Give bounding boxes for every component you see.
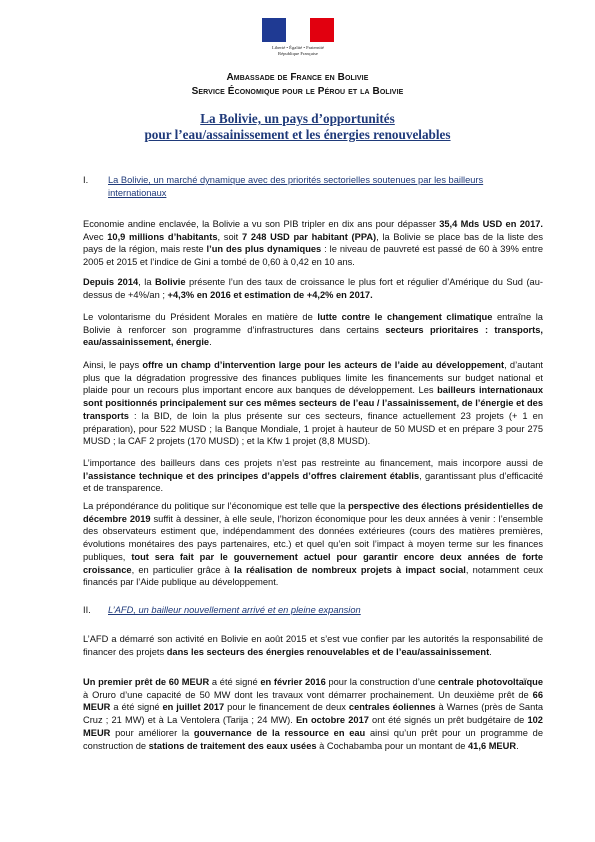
text-run: pour le financement de deux [224, 702, 349, 713]
text-run: . [489, 646, 492, 657]
paragraph-donors [83, 359, 543, 448]
text-run: gouvernance de la ressource en eau [193, 727, 366, 738]
text-run: ainsi qu’un prêt pour un programme de construction de [83, 727, 543, 751]
page-title-line1: La Bolivie, un pays d’opportunités [200, 111, 395, 126]
text-run: 41,6 MEUR [468, 740, 517, 751]
flag-icon [262, 18, 334, 42]
section-number: I. [83, 175, 89, 185]
text-run: 102 MEUR [83, 715, 543, 738]
text-run: stations de traitement des eaux usées [148, 740, 317, 751]
text-run: dans les secteurs des énergies renouvelables et de l’eau/assainissement [166, 646, 490, 657]
text-run: Un premier prêt de 60 MEUR [83, 677, 210, 687]
text-run: offre un champ d’intervention large pour les acteurs de l’aide au développement [142, 360, 505, 370]
section-label: La Bolivie, un marché dynamique avec des priorités sectorielles soutenues par les bailleurs internationaux [108, 175, 484, 198]
text-run: Le volontarisme du Président Morales en matière de [83, 312, 318, 322]
paragraph-growth [83, 276, 543, 301]
text-run: pour améliorer la [110, 727, 194, 738]
text-run: Avec [83, 231, 108, 242]
text-run: +4,3% en 2016 et estimation de +4,2% en 2017. [167, 289, 373, 300]
text-run: lutte contre le changement climatique [317, 312, 493, 322]
logo-republique: République Française [278, 51, 318, 56]
section-label: L’AFD, un bailleur nouvellement arrivé et en pleine expansion [108, 605, 361, 615]
logo-motto: Liberté • Égalité • Fraternité [272, 45, 324, 50]
text-run: bailleurs internationaux sont positionnés principalement sur ces mêmes secteurs de l’eau / l’assainissement, de l’énergie et des transports [83, 385, 543, 421]
text-run: 66 MEUR [83, 689, 543, 713]
text-run: secteurs prioritaires : transports, eau/assainissement, énergie [83, 324, 543, 348]
paragraph-economy [83, 218, 543, 269]
text-run: suffit à dessiner, à elle seule, l’horizon économique pour les deux années à venir : l’ensemble des observateurs estiment que, indépendamment des données extérieures (cours des matières premières, évolutions monétaires des pays partenaires, etc.) et quel qu’en soit l’impact à moyen terme sur les finances publiques, [83, 513, 543, 562]
text-run: 35,4 Mds USD en 2017. [439, 219, 544, 229]
text-run: Economie andine enclavée, la Bolivie a vu son PIB tripler en dix ans pour dépasser [83, 219, 440, 229]
text-run: 7 248 USD par habitant (PPA) [241, 231, 377, 242]
text-run: l’un des plus dynamiques [206, 244, 322, 255]
text-run: La prépondérance du politique sur l’économique est telle que la [83, 501, 349, 511]
text-run: à Oruro d’une capacité de 50 MW dont les travaux vont démarrer prochainement. Un deuxième prêt de [83, 689, 533, 700]
page-title-line2: pour l’eau/assainissement et les énergies renouvelables [144, 127, 451, 142]
text-run: ont été signés un prêt budgétaire de [368, 715, 528, 726]
text-run: , en particulier grâce à [131, 564, 235, 575]
text-run: : la BID, de loin la plus présente sur ces secteurs, finance actuellement 23 projets (+ 1 en préparation), pour 522 MUSD ; la Banque Mondiale, 1 projet à hauteur de 50 MUSD et en prépare 3 pour 275 MUSD ; la CAF 2 projets (170 MUSD) ; et la Kfw 1 projet (8,8 MUSD). [83, 410, 543, 447]
text-run: Bolivie [155, 277, 186, 287]
text-run: en février 2016 [260, 677, 326, 687]
marianne-logo [262, 18, 334, 57]
text-run: : le niveau de pauvreté est passé de 60 à 39% entre 2005 et 2015 et l’indice de Gini a tombé de 0,60 à 0,42 en 10 ans. [83, 244, 544, 268]
text-run: , d’autant plus que la dégradation progressive des finances publiques limite les financements sur budget national et plaide pour un recours plus important encore aux banques de développement. Les [83, 360, 543, 396]
text-run: présente l’un des taux de croissance le plus fort et régulier d’Amérique du Sud (au-dessus de +4%/an ; [83, 277, 543, 300]
text-run: à Cochabamba pour un montant de [316, 740, 469, 751]
text-run: Depuis 2014 [83, 277, 139, 287]
text-run: L’importance des bailleurs dans ces projets n’est pas restreinte au financement, mais incorpore aussi de [83, 458, 543, 468]
text-run: perspective des élections présidentielles de décembre 2019 [83, 501, 543, 524]
text-run: pour la construction d’une [325, 677, 439, 687]
paragraph-elections [83, 500, 543, 589]
text-run: entraîne la Bolivie à renforcer son programme d’infrastructures dans certains [83, 312, 543, 335]
text-run: tout sera fait par le gouvernement actuel pour garantir encore deux années de forte croissance [83, 551, 544, 575]
header-service: Service Économique pour le Pérou et la Bolivie [191, 86, 404, 97]
text-run: l’assistance technique et des principes d’appels d’offres clairement établis [83, 470, 420, 481]
header-embassy: Ambassade de France en Bolivie [226, 72, 369, 83]
text-run: a été signé [209, 677, 261, 687]
text-run: à Warnes (près de Santa Cruz ; 21 MW) et à La Ventolera (Tarija ; 24 MW). [83, 702, 543, 726]
text-run: , garantissant plus d’efficacité et de transparence. [83, 470, 544, 494]
text-run: , notamment ceux financés par l’Aide publique au développement. [83, 564, 543, 588]
text-run: Ainsi, le pays [83, 360, 143, 370]
paragraph-afd-start [83, 633, 543, 658]
text-run: 10,9 millions d’habitants [107, 231, 218, 242]
text-run: centrales éoliennes [348, 702, 436, 713]
text-run: en juillet 2017 [162, 702, 225, 713]
paragraph-technical-assistance [83, 457, 543, 495]
text-run: En octobre 2017 [295, 715, 369, 726]
text-run: , soit [217, 231, 242, 242]
text-run: . [516, 740, 519, 751]
text-run: , la [138, 277, 156, 287]
text-run: , la Bolivie se place bas de la liste des pays de la région, mais reste [83, 231, 543, 255]
text-run: . [209, 337, 212, 348]
text-run: la réalisation de nombreux projets à impact social [234, 564, 466, 575]
paragraph-climate [83, 311, 543, 349]
section-number: II. [83, 605, 91, 615]
text-run: centrale photovoltaïque [438, 677, 544, 687]
text-run: a été signé [110, 702, 163, 713]
paragraph-afd-loans [83, 676, 543, 752]
text-run: L’AFD a démarré son activité en Bolivie en août 2015 et s’est vue confier par les autorités la responsabilité de financer des projets [83, 634, 543, 657]
